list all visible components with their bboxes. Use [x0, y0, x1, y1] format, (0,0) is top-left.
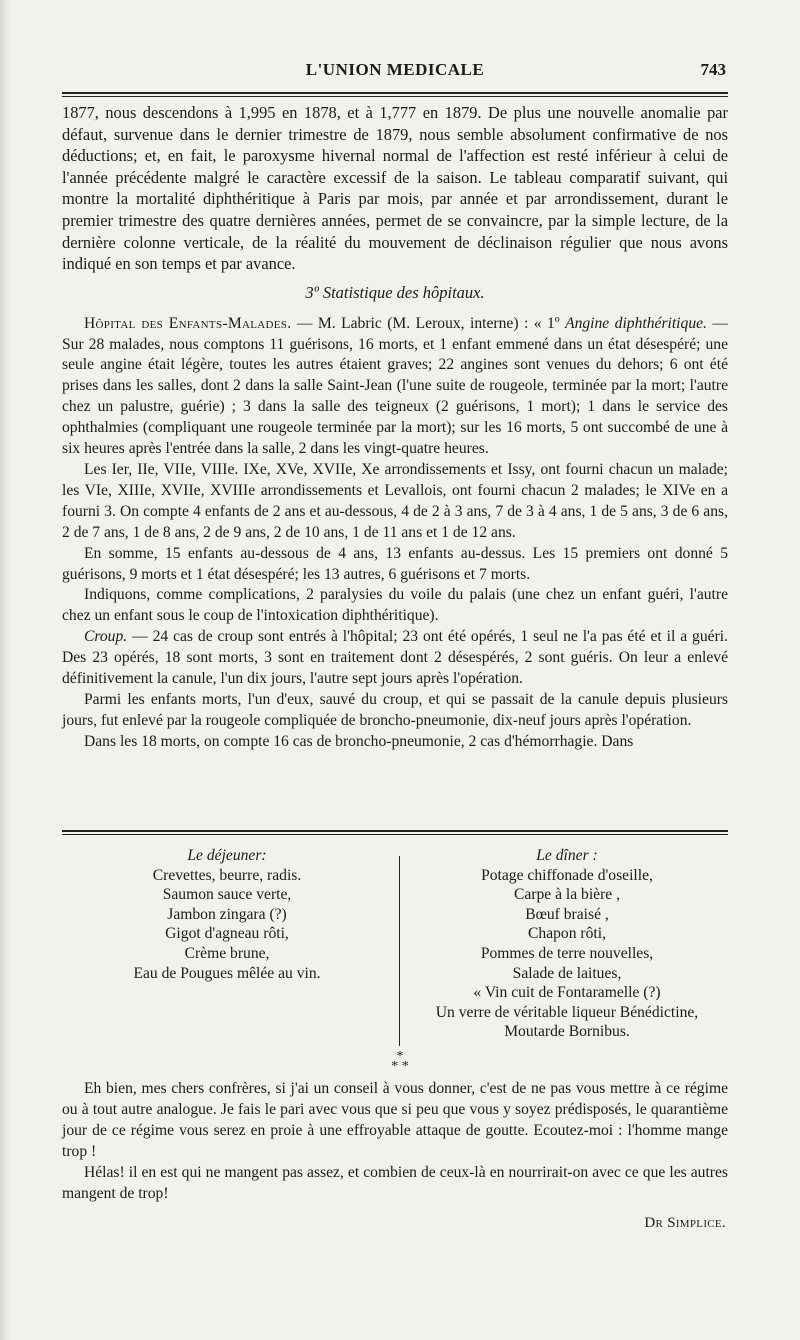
closing-text	[62, 1078, 728, 1204]
menu-column-divider	[399, 856, 400, 1046]
closing-advice: Eh bien, mes chers confrères, si j'ai un conseil à vous donner, c'est de ne pas vous mettre à ce régime ou à tout autre analogue. Je fais le pari avec vous que si peu que vous y soyez prédisposés, le quarantième jour de ce régime vous serez en proie à une effroyable attaque de goutte. Ecoutez-moi : l'homme mange trop !	[62, 1080, 728, 1160]
paragraph-broncho: Dans les 18 morts, on compte 16 cas de broncho-pneumonie, 2 cas d'hémorrhagie. Dans	[84, 732, 634, 750]
paragraph-deaths: Parmi les enfants morts, l'un d'eux, sauvé du croup, et qui se passait de la canule depuis plusieurs jours, fut enlevé par la rougeole compliquée de broncho-pneumonie, dix-neuf jours après l'opération.	[62, 690, 728, 729]
paragraph-summary: En somme, 15 enfants au-dessous de 4 ans, 13 enfants au-dessus. Les 15 premiers ont donné 5 guérisons, 9 morts et 1 état désespéré; les 13 autres, 6 guérisons et 7 morts.	[62, 544, 728, 583]
dinner-column	[406, 846, 728, 1042]
paragraph-hospital-report	[62, 314, 728, 460]
paragraph-croup	[62, 627, 728, 690]
menu-rule	[62, 830, 728, 835]
lunch-item: Saumon sauce verte,	[162, 886, 292, 904]
dinner-item: « Vin cuit de Fontaramelle (?)	[473, 984, 661, 1002]
dinner-item: Bœuf braisé ,	[525, 905, 609, 923]
dinner-item: Moutarde Bornibus.	[504, 1023, 630, 1041]
lunch-column	[62, 846, 392, 983]
menu-feuilleton	[62, 846, 728, 1046]
paragraph-complications: Indiquons, comme complications, 2 paralysies du voile du palais (une chez un enfant guéri, l'autre chez un enfant sous le coup de l'intoxication diphthéritique).	[62, 586, 728, 625]
header-rule	[62, 92, 728, 97]
author-signature: Dr Simplice.	[644, 1215, 726, 1231]
dinner-item: Salade de laitues,	[512, 964, 622, 982]
lunch-item: Jambon zingara (?)	[167, 905, 287, 923]
dinner-item: Un verre de véritable liqueur Bénédictine,	[435, 1003, 699, 1021]
asterism-separator: * * *	[391, 1049, 409, 1074]
dinner-item: Potage chiffonade d'oseille,	[481, 866, 653, 884]
croup-text: — 24 cas de croup sont entrés à l'hôpital; 23 ont été opérés, 1 seul ne l'a pas été et il a guéri. Des 23 opérés, 18 sont morts, 3 sont en traitement dont 2 désespérés, 2 sont guéris. On leur a enlevé définitivement la canule, l'un dix jours, l'autre sept jours après l'opération.	[62, 628, 728, 688]
page-fold-shadow	[0, 0, 10, 1340]
lunch-item: Gigot d'agneau rôti,	[165, 925, 289, 943]
dinner-item: Pommes de terre nouvelles,	[480, 944, 654, 962]
dinner-title: Le dîner :	[536, 847, 598, 864]
hospital-subject: Angine diphthéritique.	[565, 314, 707, 332]
hospital-intro: — M. Labric (M. Leroux, interne) : « 1º	[291, 314, 566, 332]
hospital-report-text: — Sur 28 malades, nous comptons 11 guérisons, 16 morts, et 1 enfant emmené dans un état désespéré; une seule angine était légère, toutes les autres étaient graves; 22 angines sont venues du dehors; 6 ont été prises dans les salles, dont 2 dans la salle Saint-Jean (l'une suite de rougeole, terminée par la mort; l'autre chez un palustre, guérie) ; 3 dans la salle des teigneux (2 guérisons, 1 mort); 1 dans le service des ophthalmies (compliquant une rougeole terminée par la mort); sur les 16 morts, 5 ont succombé de une à six heures après l'entrée dans la salle, 2 dans les vingt-quatre heures.	[62, 314, 728, 458]
lunch-item: Eau de Pougues mêlée au vin.	[133, 964, 321, 982]
paragraph-arrondissements: Les Ier, IIe, VIIe, VIIIe. IXe, XVe, XVIIe, Xe arrondissements et Issy, ont fourni chacun un malade; les VIe, XIIIe, XVIIe, XVIIIe arrondissements et Levallois, ont fourni chacun 2 malades; le XIVe en a fourni 3. On compte 4 enfants de 2 ans et au-dessous, 4 de 2 à 3 ans, 7 de 3 à 4 ans, 1 de 5 ans, 3 de 6 ans, 2 de 7 ans, 1 de 8 ans, 2 de 9 ans, 2 de 10 ans, 1 de 11 ans et 1 de 12 ans.	[62, 461, 728, 541]
lunch-title: Le déjeuner:	[187, 847, 267, 864]
closing-lament: Hélas! il en est qui ne mangent pas assez, et combien de ceux-là en nourrirait-on avec ce que les autres mangent de trop!	[62, 1164, 728, 1202]
paragraph-mortality-trend: 1877, nous descendons à 1,995 en 1878, et à 1,777 en 1879. De plus une nouvelle anomalie par défaut, survenue dans le dernier trimestre de 1879, nous semble absolument confirmative de nos déductions; et, en fait, le paroxysme hivernal normal de l'affection est resté inférieur à celui de l'année précédente malgré le caractère excessif de la saison. Le tableau comparatif suivant, qui montre la mortalité diphthéritique à Paris par mois, par année et par arrondissement, durant le premier trimestre des quatre dernières années, permet de se convaincre, par la simple lecture, de la dernière colonne verticale, de la réalité du mouvement de déclinaison régulier que nous avons indiqué en son temps et par avance.	[62, 103, 728, 274]
hospital-name: Hôpital des Enfants-Malades.	[84, 314, 292, 332]
page-header	[62, 60, 728, 90]
lunch-item: Crevettes, beurre, radis.	[152, 866, 302, 884]
dinner-item: Chapon rôti,	[528, 925, 606, 943]
lunch-item: Crème brune,	[184, 944, 270, 962]
croup-label: Croup.	[84, 628, 128, 646]
section-title: 3º Statistique des hôpitaux.	[305, 282, 485, 302]
page-number: 743	[700, 60, 726, 79]
running-title: L'UNION MEDICALE	[305, 60, 485, 79]
dinner-item: Carpe à la bière ,	[513, 886, 621, 904]
article-body	[62, 102, 728, 753]
